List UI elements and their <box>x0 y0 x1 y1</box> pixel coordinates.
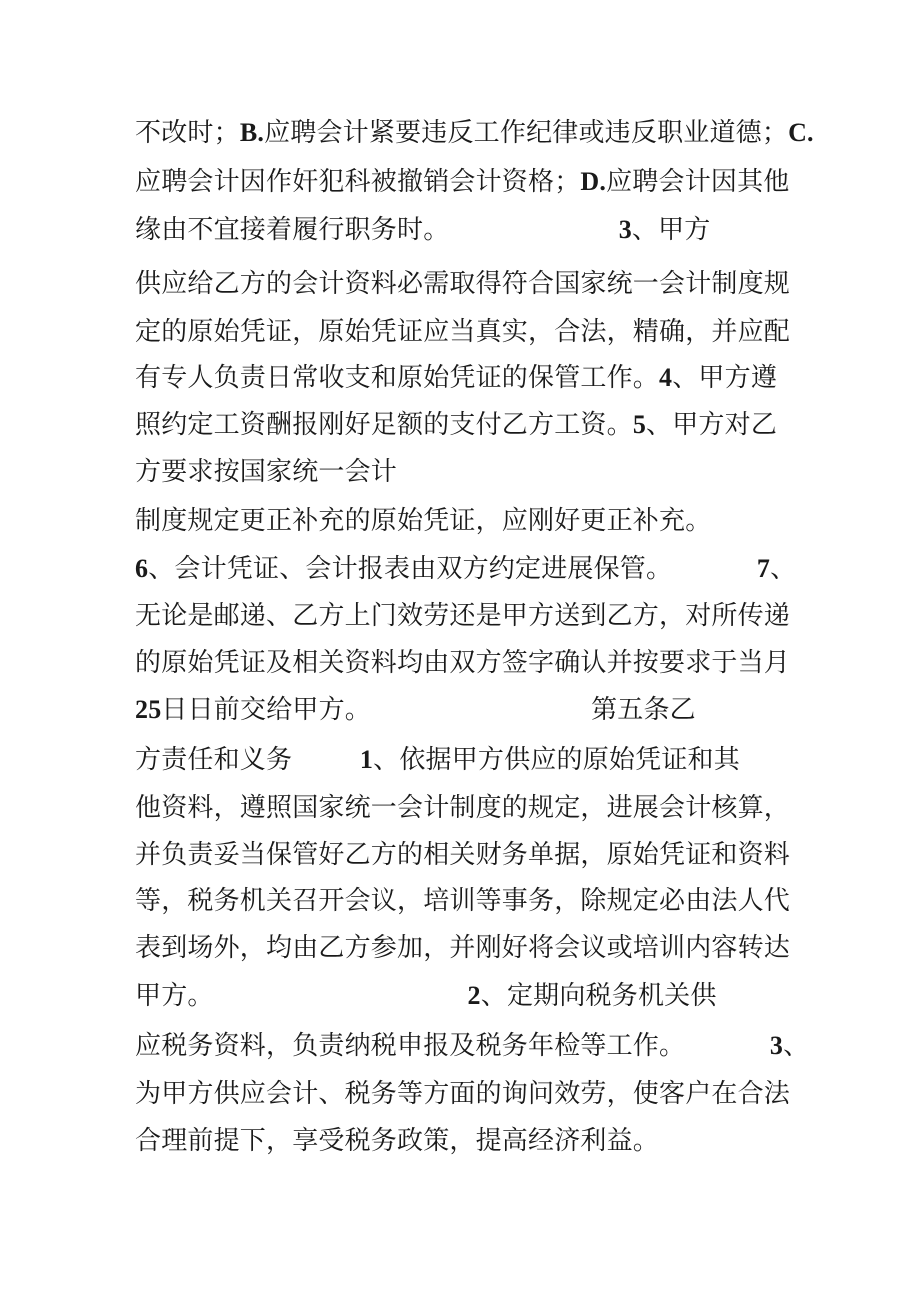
text-line: 等，税务机关召开会议，培训等事务，除规定必由法人代 <box>135 886 791 916</box>
text-line: 表到场外，均由乙方参加，并刚好将会议或培训内容转达 <box>135 933 791 963</box>
text-line: 定的原始凭证，原始凭证应当真实，合法，精确，并应配 <box>135 317 791 347</box>
text-line: 并负责妥当保管好乙方的相关财务单据，原始凭证和资料 <box>135 840 791 870</box>
text-line: 他资料，遵照国家统一会计制度的规定，进展会计核算， <box>135 793 791 823</box>
text-line: 方要求按国家统一会计 <box>135 457 398 487</box>
text-line: 方责任和义务 1、依据甲方供应的原始凭证和其 <box>135 745 740 775</box>
text-line: 应税务资料，负责纳税申报及税务年检等工作。 3、 <box>135 1031 810 1061</box>
text-line: 为甲方供应会计、税务等方面的询问效劳，使客户在合法 <box>135 1079 791 1109</box>
text-line: 6、会计凭证、会计报表由双方约定进展保管。 7、 <box>135 554 797 584</box>
text-line: 应聘会计因作奸犯科被撤销会计资格；D.应聘会计因其他 <box>135 167 790 197</box>
text-line: 无论是邮递、乙方上门效劳还是甲方送到乙方，对所传递 <box>135 601 791 631</box>
text-line: 供应给乙方的会计资料必需取得符合国家统一会计制度规 <box>135 269 791 299</box>
text-line: 甲方。 2、定期向税务机关供 <box>135 981 717 1011</box>
text-line: 制度规定更正补充的原始凭证，应刚好更正补充。 <box>135 506 712 536</box>
text-line: 25日日前交给甲方。 第五条乙 <box>135 695 696 725</box>
text-line: 不改时；B.应聘会计紧要违反工作纪律或违反职业道德；C. <box>135 118 814 148</box>
text-line: 合理前提下，享受税务政策，提高经济利益。 <box>135 1126 660 1156</box>
text-line: 有专人负责日常收支和原始凭证的保管工作。4、甲方遵 <box>135 363 778 393</box>
text-line: 缘由不宜接着履行职务时。 3、甲方 <box>135 215 711 245</box>
text-line: 的原始凭证及相关资料均由双方签字确认并按要求于当月 <box>135 648 791 678</box>
text-line: 照约定工资酬报刚好足额的支付乙方工资。5、甲方对乙 <box>135 410 778 440</box>
